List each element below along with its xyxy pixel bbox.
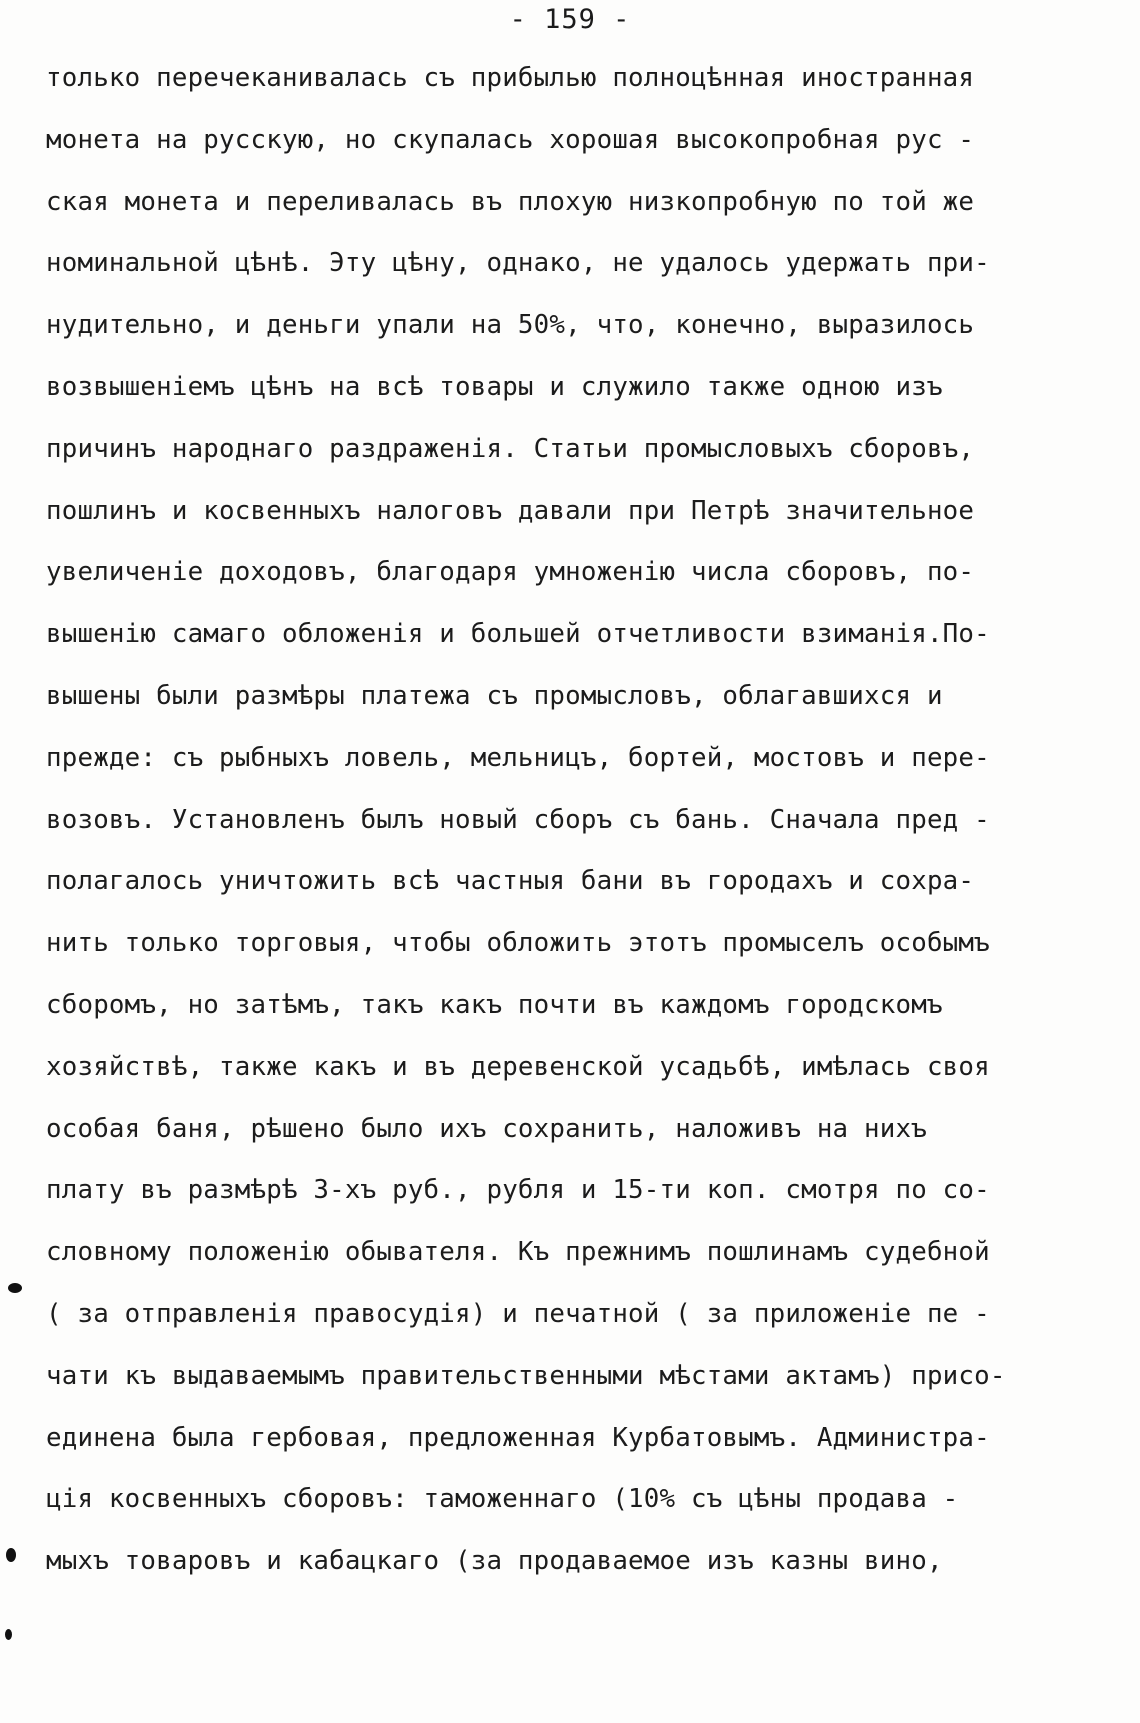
text-line: прежде: съ рыбныхъ ловель, мельницъ, бортей, мостовъ и пере- [46,742,990,773]
text-line: ( за отправленія правосудія) и печатной ( за приложеніе пе - [46,1298,990,1329]
text-line: номинальной цѣнѣ. Эту цѣну, однако, не удалось удержать при- [46,248,990,279]
text-line: возвышеніемъ цѣнъ на всѣ товары и служило также одною изъ [46,371,943,402]
text-line: хозяйствѣ, также какъ и въ деревенской усадьбѣ, имѣлась своя [46,1051,990,1082]
text-line: причинъ народнаго раздраженія. Статьи промысловыхъ сборовъ, [46,433,975,464]
text-line: пошлинъ и косвенныхъ налоговъ давали при Петрѣ значительное [46,495,975,526]
text-line: особая баня, рѣшено было ихъ сохранить, наложивъ на нихъ [46,1113,927,1144]
text-line: мыхъ товаровъ и кабацкаго (за продаваемое изъ казны вино, [46,1546,943,1577]
text-line: словному положенію обывателя. Къ прежнимъ пошлинамъ судебной [46,1237,990,1268]
text-line: единена была гербовая, предложенная Курбатовымъ. Администра- [46,1422,990,1453]
body-text [46,58,1106,1603]
ink-speck [5,1629,12,1640]
ink-speck [8,1283,22,1293]
text-line: ская монета и переливалась въ плохую низкопробную по той же [46,186,975,217]
text-line: увеличеніе доходовъ, благодаря умноженію числа сборовъ, по- [46,557,975,588]
text-line: вышенію самаго обложенія и большей отчетливости взиманія.По- [46,619,990,650]
text-line: чати къ выдаваемымъ правительственными мѣстами актамъ) присо- [46,1360,1006,1391]
text-line: нудительно, и деньги упали на 50%, что, конечно, выразилось [46,310,975,341]
text-line: монета на русскую, но скупалась хорошая высокопробная рус - [46,124,975,155]
text-line: нить только торговыя, чтобы обложить этотъ промыселъ особымъ [46,928,990,959]
text-line: возовъ. Установленъ былъ новый сборъ съ бань. Сначала пред - [46,804,990,835]
text-line: полагалось уничтожить всѣ частныя бани въ городахъ и сохра- [46,866,975,897]
page-number: - 159 - [509,4,631,35]
text-line: плату въ размѣрѣ 3-хъ руб., рубля и 15-ти коп. смотря по со- [46,1175,990,1206]
text-line: вышены были размѣры платежа съ промысловъ, облагавшихся и [46,680,943,711]
text-line: ція косвенныхъ сборовъ: таможеннаго (10% съ цѣны продава - [46,1484,959,1515]
ink-speck [6,1548,16,1562]
text-line: только перечеканивалась съ прибылью полноцѣнная иностранная [46,63,975,93]
text-line: сборомъ, но затѣмъ, такъ какъ почти въ каждомъ городскомъ [46,989,943,1020]
